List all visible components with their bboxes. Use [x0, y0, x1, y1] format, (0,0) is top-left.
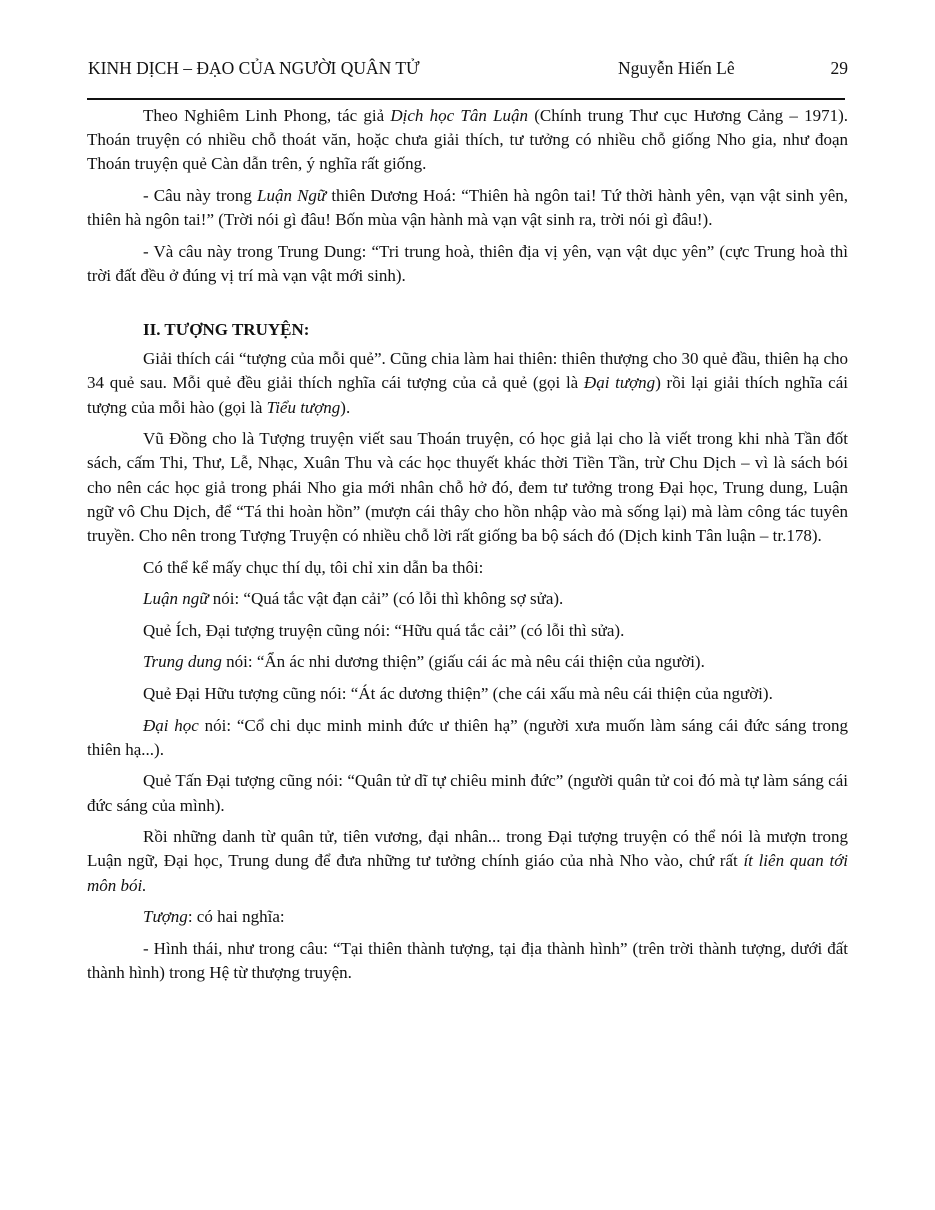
book-title-italic: Trung dung [143, 652, 222, 672]
paragraph-12: Quẻ Tấn Đại tượng cũng nói: “Quân tử dĩ tự chiêu minh đức” (người quân tử coi đó mà tự làm sáng cái đức sáng của mình). [87, 771, 848, 815]
paragraph-13: Rồi những danh từ quân tử, tiên vương, đại nhân... trong Đại tượng truyện có thể nói là mượn trong Luận ngữ, Đại học, Trung dung để đưa những tư tưởng chính giáo của nhà Nho vào, chứ rất ít liên quan tới môn bói. [87, 827, 848, 895]
book-title-italic: Luận Ngữ [256, 186, 327, 205]
paragraph-2: - Câu này trong Luận Ngữ thiên Dương Hoá: “Thiên hà ngôn tai! Tứ thời hành yên, vạn vật sinh yên, thiên hà ngôn tai!” (Trời nói gì đâu! Bốn mùa vận hành mà vạn vật sinh ra, trời nói gì đâu!). [87, 186, 848, 230]
paragraph-6: Có thể kể mấy chục thí dụ, tôi chỉ xin dẫn ba thôi: [143, 557, 484, 577]
page-body [87, 104, 848, 993]
book-title-italic: Luận ngữ [143, 589, 209, 609]
term-italic: Tiểu tượng [266, 397, 341, 417]
paragraph-8: Quẻ Ích, Đại tượng truyện cũng nói: “Hữu quá tắc cải” (có lỗi thì sửa). [143, 620, 625, 640]
section-heading: II. TƯỢNG TRUYỆN: [143, 320, 310, 340]
paragraph-10: Quẻ Đại Hữu tượng cũng nói: “Át ác dương thiện” (che cái xấu mà nêu cái thiện của người). [143, 683, 773, 703]
paragraph-14: Tượng: có hai nghĩa: [143, 907, 285, 927]
term-italic: Tượng [143, 907, 188, 927]
page-number: 29 [830, 58, 848, 78]
paragraph-4: Giải thích cái “tượng của mỗi quẻ”. Cũng chia làm hai thiên: thiên thượng cho 30 quẻ đầu, thiên hạ cho 34 quẻ sau. Mỗi quẻ đều giải thích nghĩa cái tượng của cả quẻ (gọi là Đại tượng) rồi lại giải thích nghĩa cái tượng của mỗi hào (gọi là Tiểu tượng). [87, 349, 848, 417]
paragraph-15: - Hình thái, như trong câu: “Tại thiên thành tượng, tại địa thành hình” (trên trời thành tượng, dưới đất thành hình) trong Hệ từ thượng truyện. [87, 938, 848, 982]
header-rule [87, 98, 845, 100]
emphasis-italic: ít liên quan tới môn bói. [87, 851, 848, 895]
page-header [88, 58, 848, 80]
paragraph-9: Trung dung nói: “Ẩn ác nhi dương thiện” (giấu cái ác mà nêu cái thiện của người). [143, 652, 705, 672]
paragraph-3: - Và câu này trong Trung Dung: “Tri trung hoà, thiên địa vị yên, vạn vật dục yên” (cực Trung hoà thì trời đất đều ở đúng vị trí mà vạn vật mới sinh). [87, 241, 848, 285]
author-name: Nguyễn Hiến Lê [618, 58, 735, 78]
paragraph-5: Vũ Đồng cho là Tượng truyện viết sau Thoán truyện, có học giả lại cho là viết trong khi nhà Tần đốt sách, cấm Thi, Thư, Lễ, Nhạc, Xuân Thu và các học thuyết khác thời Tiền Tần, trừ Chu Dịch – vì là sách bói cho nên các học giả trong phái Nho gia mới nhân chỗ hở đó, đem tư tưởng trong Đại học, Trung dung, Luận ngữ vô Chu Dịch, để “Tá thi hoàn hồn” (mượn cái thây cho hồn nhập vào mà sống lại) mà làm công tác tuyên truyền. Cho nên trong Tượng Truyện có nhiều chỗ lời rất giống ba bộ sách đó (Dịch kinh Tân luận – tr.178). [87, 429, 848, 546]
paragraph-11: Đại học nói: “Cổ chi dục minh minh đức ư thiên hạ” (người xưa muốn làm sáng cái đức sáng trong thiên hạ...). [87, 715, 849, 759]
book-title-italic: Dịch học Tân Luận [390, 106, 529, 125]
term-italic: Đại tượng [583, 373, 656, 393]
book-title-italic: Đại học [143, 715, 199, 735]
paragraph-7: Luận ngữ nói: “Quá tắc vật đạn cải” (có lỗi thì không sợ sửa). [143, 589, 564, 609]
paragraph-1: Theo Nghiêm Linh Phong, tác giả Dịch học Tân Luận (Chính trung Thư cục Hương Cảng – 1971). Thoán truyện có nhiều chỗ thoát văn, hoặc chưa giải thích, tư tưởng có nhiều chỗ giống Nho gia, như đoạn Thoán truyện quẻ Càn dẫn trên, ý nghĩa rất giống. [87, 106, 849, 174]
book-title: KINH DỊCH – ĐẠO CỦA NGƯỜI QUÂN TỬ [88, 58, 420, 78]
